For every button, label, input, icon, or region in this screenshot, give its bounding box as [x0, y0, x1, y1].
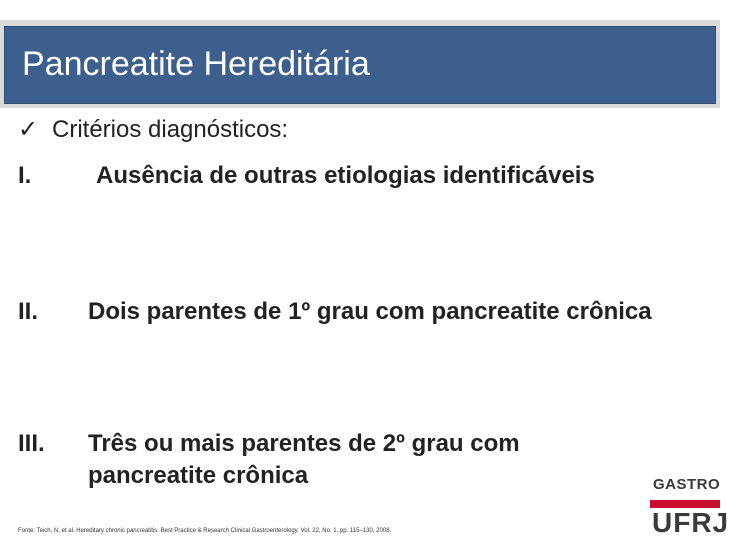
- criteria-heading: Critérios diagnósticos:: [52, 116, 289, 143]
- item-text: Três ou mais parentes de 2º grau com pancreatite crônica: [88, 430, 520, 489]
- gastro-ufrj-logo: [650, 476, 730, 540]
- source-citation: Fonte: Teich, N, et al. Hereditary chronic pancreatitis. Best Practice & Research Clinical Gastroenterology. Vol. 22, No. 1, pp. 115–130, 2008.: [18, 528, 392, 534]
- item-number: III.: [18, 430, 45, 457]
- criteria-item-3: [18, 428, 638, 492]
- criteria-item-2: [18, 296, 668, 328]
- checkmark-icon: ✓: [18, 116, 39, 143]
- logo-top-text: GASTRO: [653, 476, 721, 493]
- slide-title: Pancreatite Hereditária: [22, 45, 370, 83]
- item-text: Ausência de outras etiologias identificáveis: [96, 162, 595, 189]
- logo-bottom-text: UFRJ: [652, 507, 730, 538]
- item-text: Dois parentes de 1º grau com pancreatite crônica: [88, 298, 652, 325]
- criteria-item-1: [18, 160, 738, 192]
- item-number: II.: [18, 298, 39, 325]
- logo-bottom: [650, 500, 730, 540]
- item-number: I.: [18, 162, 32, 189]
- criteria-heading-line: [18, 114, 288, 145]
